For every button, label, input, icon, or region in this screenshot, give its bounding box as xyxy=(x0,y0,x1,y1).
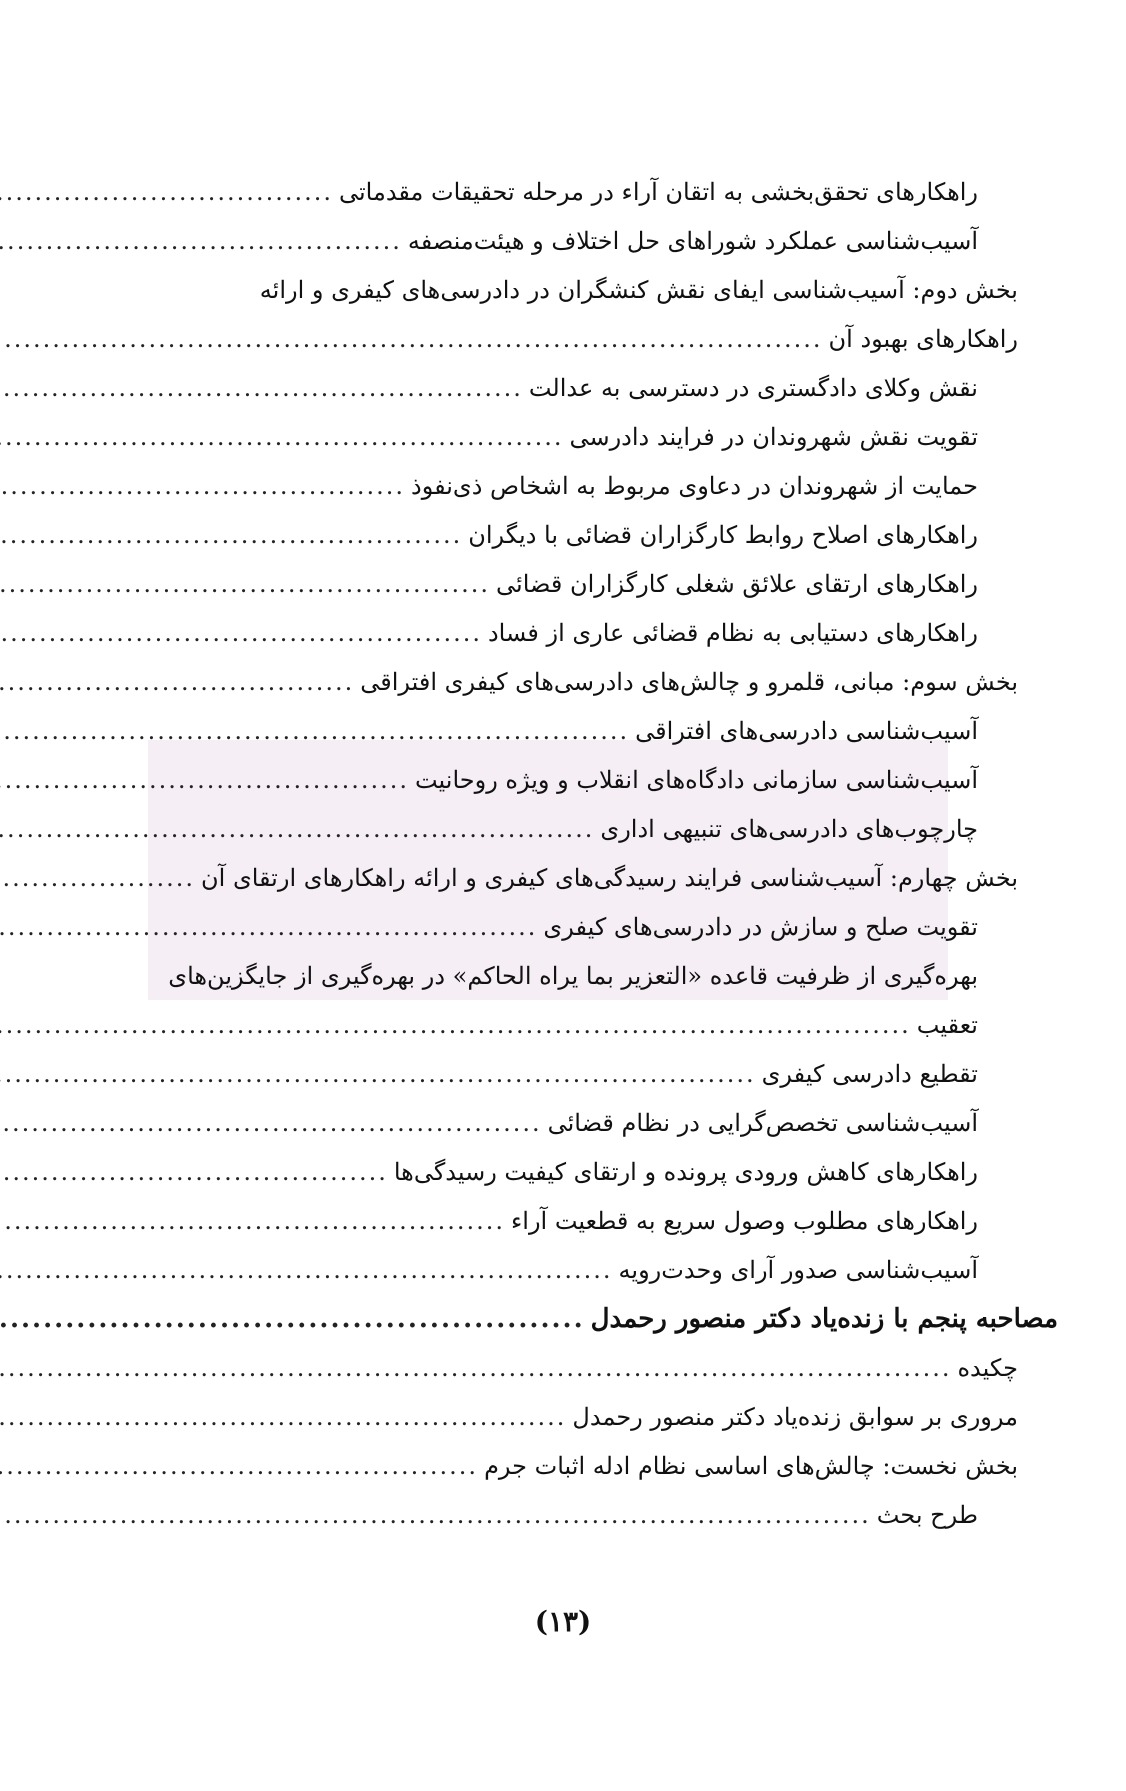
leader-dots xyxy=(0,168,333,217)
leader-dots xyxy=(0,1295,585,1344)
toc-chapter-title: مصاحبه پنجم با زنده‌یاد دکتر منصور رحمدل xyxy=(590,1304,1058,1334)
leader-dots xyxy=(0,805,594,854)
leader-dots xyxy=(0,413,563,462)
leader-dots xyxy=(0,462,405,511)
leader-dots xyxy=(0,1442,478,1491)
leader-dots xyxy=(0,609,482,658)
leader-dots xyxy=(0,560,490,609)
toc-entry-title: راهکارهای اصلاح روابط کارگزاران قضائی با دیگران xyxy=(468,521,978,549)
toc-entry-title: راهکارهای ارتقای علائق شغلی کارگزاران قضائی xyxy=(496,570,978,598)
toc-entry-title: تقطیع دادرسی کیفری xyxy=(761,1060,978,1088)
leader-dots xyxy=(0,903,537,952)
toc-entry[interactable] xyxy=(118,1148,1018,1197)
toc-entry-title: آسیب‌شناسی سازمانی دادگاه‌های انقلاب و ویژه روحانیت xyxy=(414,766,978,794)
leader-dots xyxy=(0,1001,911,1050)
toc-entry[interactable] xyxy=(118,511,1018,560)
toc-entry[interactable] xyxy=(118,756,1018,805)
toc-entry[interactable] xyxy=(118,1001,1018,1050)
toc-entry-title: بخش نخست: چالش‌های اساسی نظام ادله اثبات جرم xyxy=(484,1452,1018,1480)
toc-entry[interactable] xyxy=(118,1246,1018,1295)
toc-entry[interactable] xyxy=(118,1344,1018,1393)
toc-entry[interactable] xyxy=(118,1197,1018,1246)
toc-entry[interactable] xyxy=(118,560,1018,609)
toc-entry-title: آسیب‌شناسی تخصص‌گرایی در نظام قضائی xyxy=(547,1109,978,1137)
toc-entry-wrapped-line[interactable] xyxy=(118,266,1018,315)
toc-entry-title: راهکارهای کاهش ورودی پرونده و ارتقای کیفیت رسیدگی‌ها xyxy=(393,1158,978,1186)
leader-dots xyxy=(0,756,409,805)
toc-entry-title-continued: تعقیب xyxy=(916,1011,978,1039)
toc-entry[interactable] xyxy=(118,168,1018,217)
toc-entry[interactable] xyxy=(118,217,1018,266)
toc-entry[interactable] xyxy=(118,854,1018,903)
leader-dots xyxy=(0,1099,542,1148)
toc-entry[interactable] xyxy=(118,413,1018,462)
leader-dots xyxy=(0,1246,613,1295)
table-of-contents xyxy=(118,168,1058,1540)
toc-entry-title: بخش چهارم: آسیب‌شناسی فرایند رسیدگی‌های کیفری و ارائه راهکارهای ارتقای آن xyxy=(201,864,1018,892)
toc-entry-title: حمایت از شهروندان در دعاوی مربوط به اشخاص ذی‌نفوذ xyxy=(411,472,978,500)
toc-entry-title: چکیده xyxy=(957,1354,1018,1382)
toc-entry[interactable] xyxy=(118,658,1018,707)
toc-entry[interactable] xyxy=(118,364,1018,413)
toc-entry-title: تقویت نقش شهروندان در فرایند دادرسی xyxy=(569,423,978,451)
toc-entry[interactable] xyxy=(118,903,1018,952)
leader-dots xyxy=(0,658,354,707)
toc-entry[interactable] xyxy=(118,609,1018,658)
toc-entry[interactable] xyxy=(118,462,1018,511)
toc-entry[interactable] xyxy=(118,805,1018,854)
toc-entry-title-continued: راهکارهای بهبود آن xyxy=(828,325,1018,353)
toc-entry-title: بهره‌گیری از ظرفیت قاعده «التعزیر بما یراه الحاکم» در بهره‌گیری از جایگزین‌های xyxy=(168,962,978,990)
toc-entry-title: آسیب‌شناسی دادرسی‌های افتراقی xyxy=(635,717,978,745)
toc-entry-title: راهکارهای دستیابی به نظام قضائی عاری از فساد xyxy=(487,619,978,647)
toc-entry-title: نقش وکلای دادگستری در دسترسی به عدالت xyxy=(528,374,978,402)
toc-entry[interactable] xyxy=(118,1050,1018,1099)
toc-entry-title: تقویت صلح و سازش در دادرسی‌های کیفری xyxy=(543,913,978,941)
leader-dots xyxy=(0,854,195,903)
toc-entry-title: راهکارهای تحقق‌بخشی به اتقان آراء در مرحله تحقیقات مقدماتی xyxy=(338,178,978,206)
leader-dots xyxy=(0,1050,756,1099)
toc-entry[interactable] xyxy=(118,1442,1018,1491)
toc-chapter-entry[interactable] xyxy=(118,1295,1058,1344)
toc-entry-title: راهکارهای مطلوب وصول سریع به قطعیت آراء xyxy=(511,1207,978,1235)
toc-entry-title: بخش دوم: آسیب‌شناسی ایفای نقش کنشگران در دادرسی‌های کیفری و ارائه xyxy=(259,276,1018,304)
leader-dots xyxy=(0,217,402,266)
toc-entry[interactable] xyxy=(118,315,1018,364)
toc-entry[interactable] xyxy=(118,1099,1018,1148)
toc-entry-title: بخش سوم: مبانی، قلمرو و چالش‌های دادرسی‌های کیفری افتراقی xyxy=(360,668,1018,696)
toc-entry-title: طرح بحث xyxy=(876,1501,978,1529)
leader-dots xyxy=(0,1344,951,1393)
leader-dots xyxy=(0,1491,871,1540)
toc-entry-wrapped-line[interactable] xyxy=(118,952,1018,1001)
toc-entry[interactable] xyxy=(118,1491,1018,1540)
toc-entry-title: مروری بر سوابق زنده‌یاد دکتر منصور رحمدل xyxy=(572,1403,1018,1431)
leader-dots xyxy=(0,315,823,364)
toc-entry-title: چارچوب‌های دادرسی‌های تنبیهی اداری xyxy=(600,815,978,843)
toc-entry[interactable] xyxy=(118,1393,1018,1442)
leader-dots xyxy=(0,364,523,413)
leader-dots xyxy=(0,707,629,756)
toc-entry-title: آسیب‌شناسی عملکرد شوراهای حل اختلاف و هیئت‌منصفه xyxy=(407,227,978,255)
toc-entry[interactable] xyxy=(118,707,1018,756)
toc-entry-title: آسیب‌شناسی صدور آرای وحدت‌رویه xyxy=(618,1256,978,1284)
page-number: (۱۳) xyxy=(534,1605,592,1638)
leader-dots xyxy=(0,1197,505,1246)
leader-dots xyxy=(0,511,462,560)
leader-dots xyxy=(0,1393,566,1442)
leader-dots xyxy=(0,1148,388,1197)
